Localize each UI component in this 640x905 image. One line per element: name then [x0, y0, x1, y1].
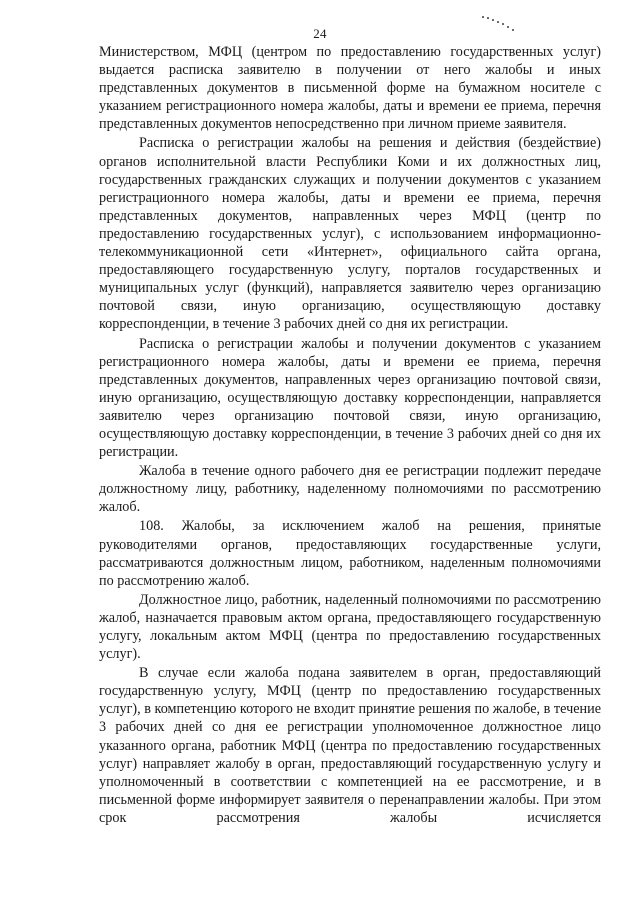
paragraph-official-appointment: Должностное лицо, работник, наделенный полномочиями по рассмотрению жалоб, назначается правовым актом органа, предоставляющего государственную услугу, локальным актом МФЦ (центра по предоставлению государственных услуг).: [99, 591, 601, 663]
paragraph-item-108: 108. Жалобы, за исключением жалоб на решения, принятые руководителями органов, предоставляющих государственные услуги, рассматриваются должностным лицом, работником, наделенным полномочиями по рассмотрению жалоб.: [99, 518, 601, 589]
document-body: [99, 43, 601, 828]
paragraph-redirection: В случае если жалоба подана заявителем в орган, предоставляющий государственную услугу, МФЦ (центр по предоставлению государственных услуг), в компетенцию которого не входит принятие решения по жалобе, в течение 3 рабочих дней со дня ее регистрации уполномоченное должностное лицо указанного органа, работник МФЦ (центра по предоставлению государственных услуг) направляет жалобу в орган, предоставляющий государственную услугу и уполномоченный в соответствии с компетенцией на ее рассмотрение, и в письменной форме информирует заявителя о перенаправлении жалобы. При этом срок рассмотрения жалобы исчисляется: [99, 665, 601, 826]
page-number: 24: [313, 26, 327, 41]
paragraph-continuation: Министерством, МФЦ (центром по предоставлению государственных услуг) выдается расписка заявителю в получении от него жалобы и иных представленных документов в письменной форме на бумажном носителе с указанием регистрационного номера жалобы, даты и времени ее приема, перечня представленных документов непосредственно при личном приеме заявителя.: [99, 44, 601, 133]
paragraph-complaint-transfer: Жалоба в течение одного рабочего дня ее регистрации подлежит передаче должностному лицу, работнику, наделенному полномочиями по рассмотрению жалоб.: [99, 463, 601, 516]
paragraph-receipt-postal: Расписка о регистрации жалобы и получении документов с указанием регистрационного номера жалобы, даты и времени ее приема, перечня представленных документов, направленных через организацию почтовой связи, иную организацию, осуществляющую доставку корреспонденции, направляется заявителю через организацию почтовой связи, иную организацию, осуществляющую доставку корреспонденции, в течение 3 рабочих дней со дня их регистрации.: [99, 335, 601, 461]
paragraph-receipt-registration: Расписка о регистрации жалобы на решения и действия (бездействие) органов исполнительной власти Республики Коми и их должностных лиц, государственных гражданских служащих и получении документов с указанием регистрационного номера жалобы, даты и времени ее приема, перечня представленных документов, направленных через МФЦ (центр по предоставлению государственных услуг), с использованием информационно-телекоммуникационной сети «Интернет», официального сайта органа, предоставляющего государственную услугу, порталов государственных и муниципальных услуг (функций), направляется заявителю через организацию почтовой связи, иную организацию, осуществляющую доставку корреспонденции, в течение 3 рабочих дней со дня их регистрации.: [99, 135, 601, 333]
